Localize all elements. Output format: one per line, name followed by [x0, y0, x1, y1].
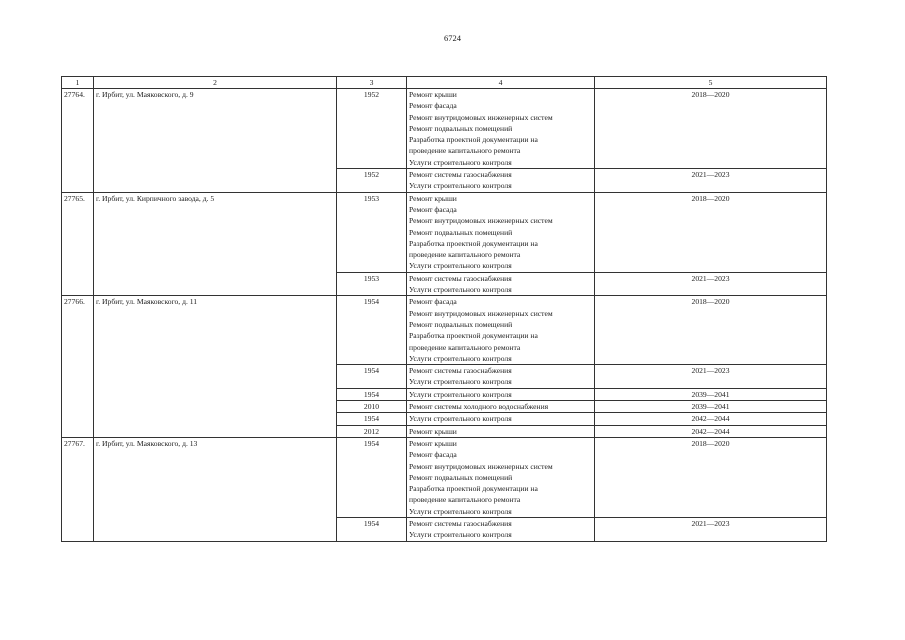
year-cell: 1952: [337, 89, 407, 169]
table-row: [62, 89, 827, 169]
work-item: Разработка проектной документации на: [409, 135, 538, 145]
building-address: г. Ирбит, ул. Маяковского, д. 13: [94, 437, 337, 541]
year-cell: 1954: [337, 413, 407, 425]
table-row: [62, 437, 827, 517]
table-row: [62, 192, 827, 272]
work-item: Ремонт крыши: [409, 193, 457, 203]
header-cell-year: 3: [337, 77, 407, 89]
year-cell: 1954: [337, 437, 407, 517]
work-item: Услуги строительного контроля: [409, 414, 512, 424]
period-cell: 2018—2020: [595, 89, 827, 169]
period-cell: 2039—2041: [595, 401, 827, 413]
work-item: Ремонт фасада: [409, 297, 457, 307]
work-item: Ремонт подвальных помещений: [409, 472, 513, 482]
work-item: Ремонт фасада: [409, 204, 457, 214]
period-cell: 2042—2044: [595, 413, 827, 425]
building-address: г. Ирбит, ул. Маяковского, д. 9: [94, 89, 337, 193]
work-item: проведение капитального ремонта: [409, 495, 521, 505]
work-item: Разработка проектной документации на: [409, 238, 538, 248]
works-cell: [407, 192, 595, 272]
work-item: Разработка проектной документации на: [409, 484, 538, 494]
building-address: г. Ирбит, ул. Маяковского, д. 11: [94, 296, 337, 438]
work-item: Услуги строительного контроля: [409, 389, 512, 399]
works-cell: [407, 401, 595, 413]
header-cell-number: 1: [62, 77, 94, 89]
capital-repair-table: [61, 76, 827, 542]
work-item: Ремонт системы газоснабжения: [409, 518, 512, 528]
page-number: 6724: [444, 33, 461, 43]
work-item: Услуги строительного контроля: [409, 353, 512, 363]
building-address: г. Ирбит, ул. Кирпичного завода, д. 5: [94, 192, 337, 296]
year-cell: 1954: [337, 517, 407, 541]
works-cell: [407, 89, 595, 169]
work-item: Разработка проектной документации на: [409, 331, 538, 341]
works-cell: [407, 365, 595, 389]
year-cell: 1953: [337, 192, 407, 272]
record-number: 27765.: [62, 192, 94, 296]
period-cell: 2021—2023: [595, 169, 827, 193]
works-cell: [407, 517, 595, 541]
works-cell: [407, 413, 595, 425]
work-item: Ремонт внутридомовых инженерных систем: [409, 461, 553, 471]
year-cell: 1952: [337, 169, 407, 193]
work-item: Ремонт внутридомовых инженерных систем: [409, 112, 553, 122]
work-item: Ремонт системы газоснабжения: [409, 366, 512, 376]
record-number: 27767.: [62, 437, 94, 541]
table-body: [62, 77, 827, 542]
work-item: Ремонт подвальных помещений: [409, 319, 513, 329]
work-item: Ремонт крыши: [409, 438, 457, 448]
year-cell: 2010: [337, 401, 407, 413]
work-item: Услуги строительного контроля: [409, 377, 512, 387]
work-item: Услуги строительного контроля: [409, 157, 512, 167]
work-item: Услуги строительного контроля: [409, 506, 512, 516]
period-cell: 2042—2044: [595, 425, 827, 437]
works-cell: [407, 169, 595, 193]
work-item: Услуги строительного контроля: [409, 261, 512, 271]
year-cell: 1953: [337, 272, 407, 296]
work-item: Ремонт фасада: [409, 101, 457, 111]
work-item: Ремонт внутридомовых инженерных систем: [409, 308, 553, 318]
period-cell: 2021—2023: [595, 517, 827, 541]
work-item: Ремонт крыши: [409, 90, 457, 99]
works-cell: [407, 388, 595, 400]
header-cell-works: 4: [407, 77, 595, 89]
year-cell: 2012: [337, 425, 407, 437]
work-item: Услуги строительного контроля: [409, 285, 512, 295]
work-item: проведение капитального ремонта: [409, 146, 521, 156]
work-item: проведение капитального ремонта: [409, 250, 521, 260]
work-item: Услуги строительного контроля: [409, 181, 512, 191]
year-cell: 1954: [337, 365, 407, 389]
header-cell-period: 5: [595, 77, 827, 89]
works-cell: [407, 425, 595, 437]
work-item: проведение капитального ремонта: [409, 342, 521, 352]
year-cell: 1954: [337, 296, 407, 365]
work-item: Ремонт системы газоснабжения: [409, 170, 512, 180]
work-item: Ремонт подвальных помещений: [409, 123, 513, 133]
record-number: 27764.: [62, 89, 94, 193]
year-cell: 1954: [337, 388, 407, 400]
period-cell: 2021—2023: [595, 272, 827, 296]
period-cell: 2018—2020: [595, 437, 827, 517]
period-cell: 2018—2020: [595, 192, 827, 272]
period-cell: 2021—2023: [595, 365, 827, 389]
work-item: Ремонт фасада: [409, 450, 457, 460]
period-cell: 2018—2020: [595, 296, 827, 365]
table-row: [62, 296, 827, 365]
works-cell: [407, 272, 595, 296]
works-cell: [407, 437, 595, 517]
work-item: Ремонт подвальных помещений: [409, 227, 513, 237]
header-row: [62, 77, 827, 89]
period-cell: 2039—2041: [595, 388, 827, 400]
record-number: 27766.: [62, 296, 94, 438]
work-item: Ремонт системы газоснабжения: [409, 273, 512, 283]
works-cell: [407, 296, 595, 365]
work-item: Ремонт внутридомовых инженерных систем: [409, 216, 553, 226]
work-item: Услуги строительного контроля: [409, 530, 512, 540]
work-item: Ремонт системы холодного водоснабжения: [409, 402, 549, 412]
header-cell-address: 2: [94, 77, 337, 89]
work-item: Ремонт крыши: [409, 426, 457, 436]
